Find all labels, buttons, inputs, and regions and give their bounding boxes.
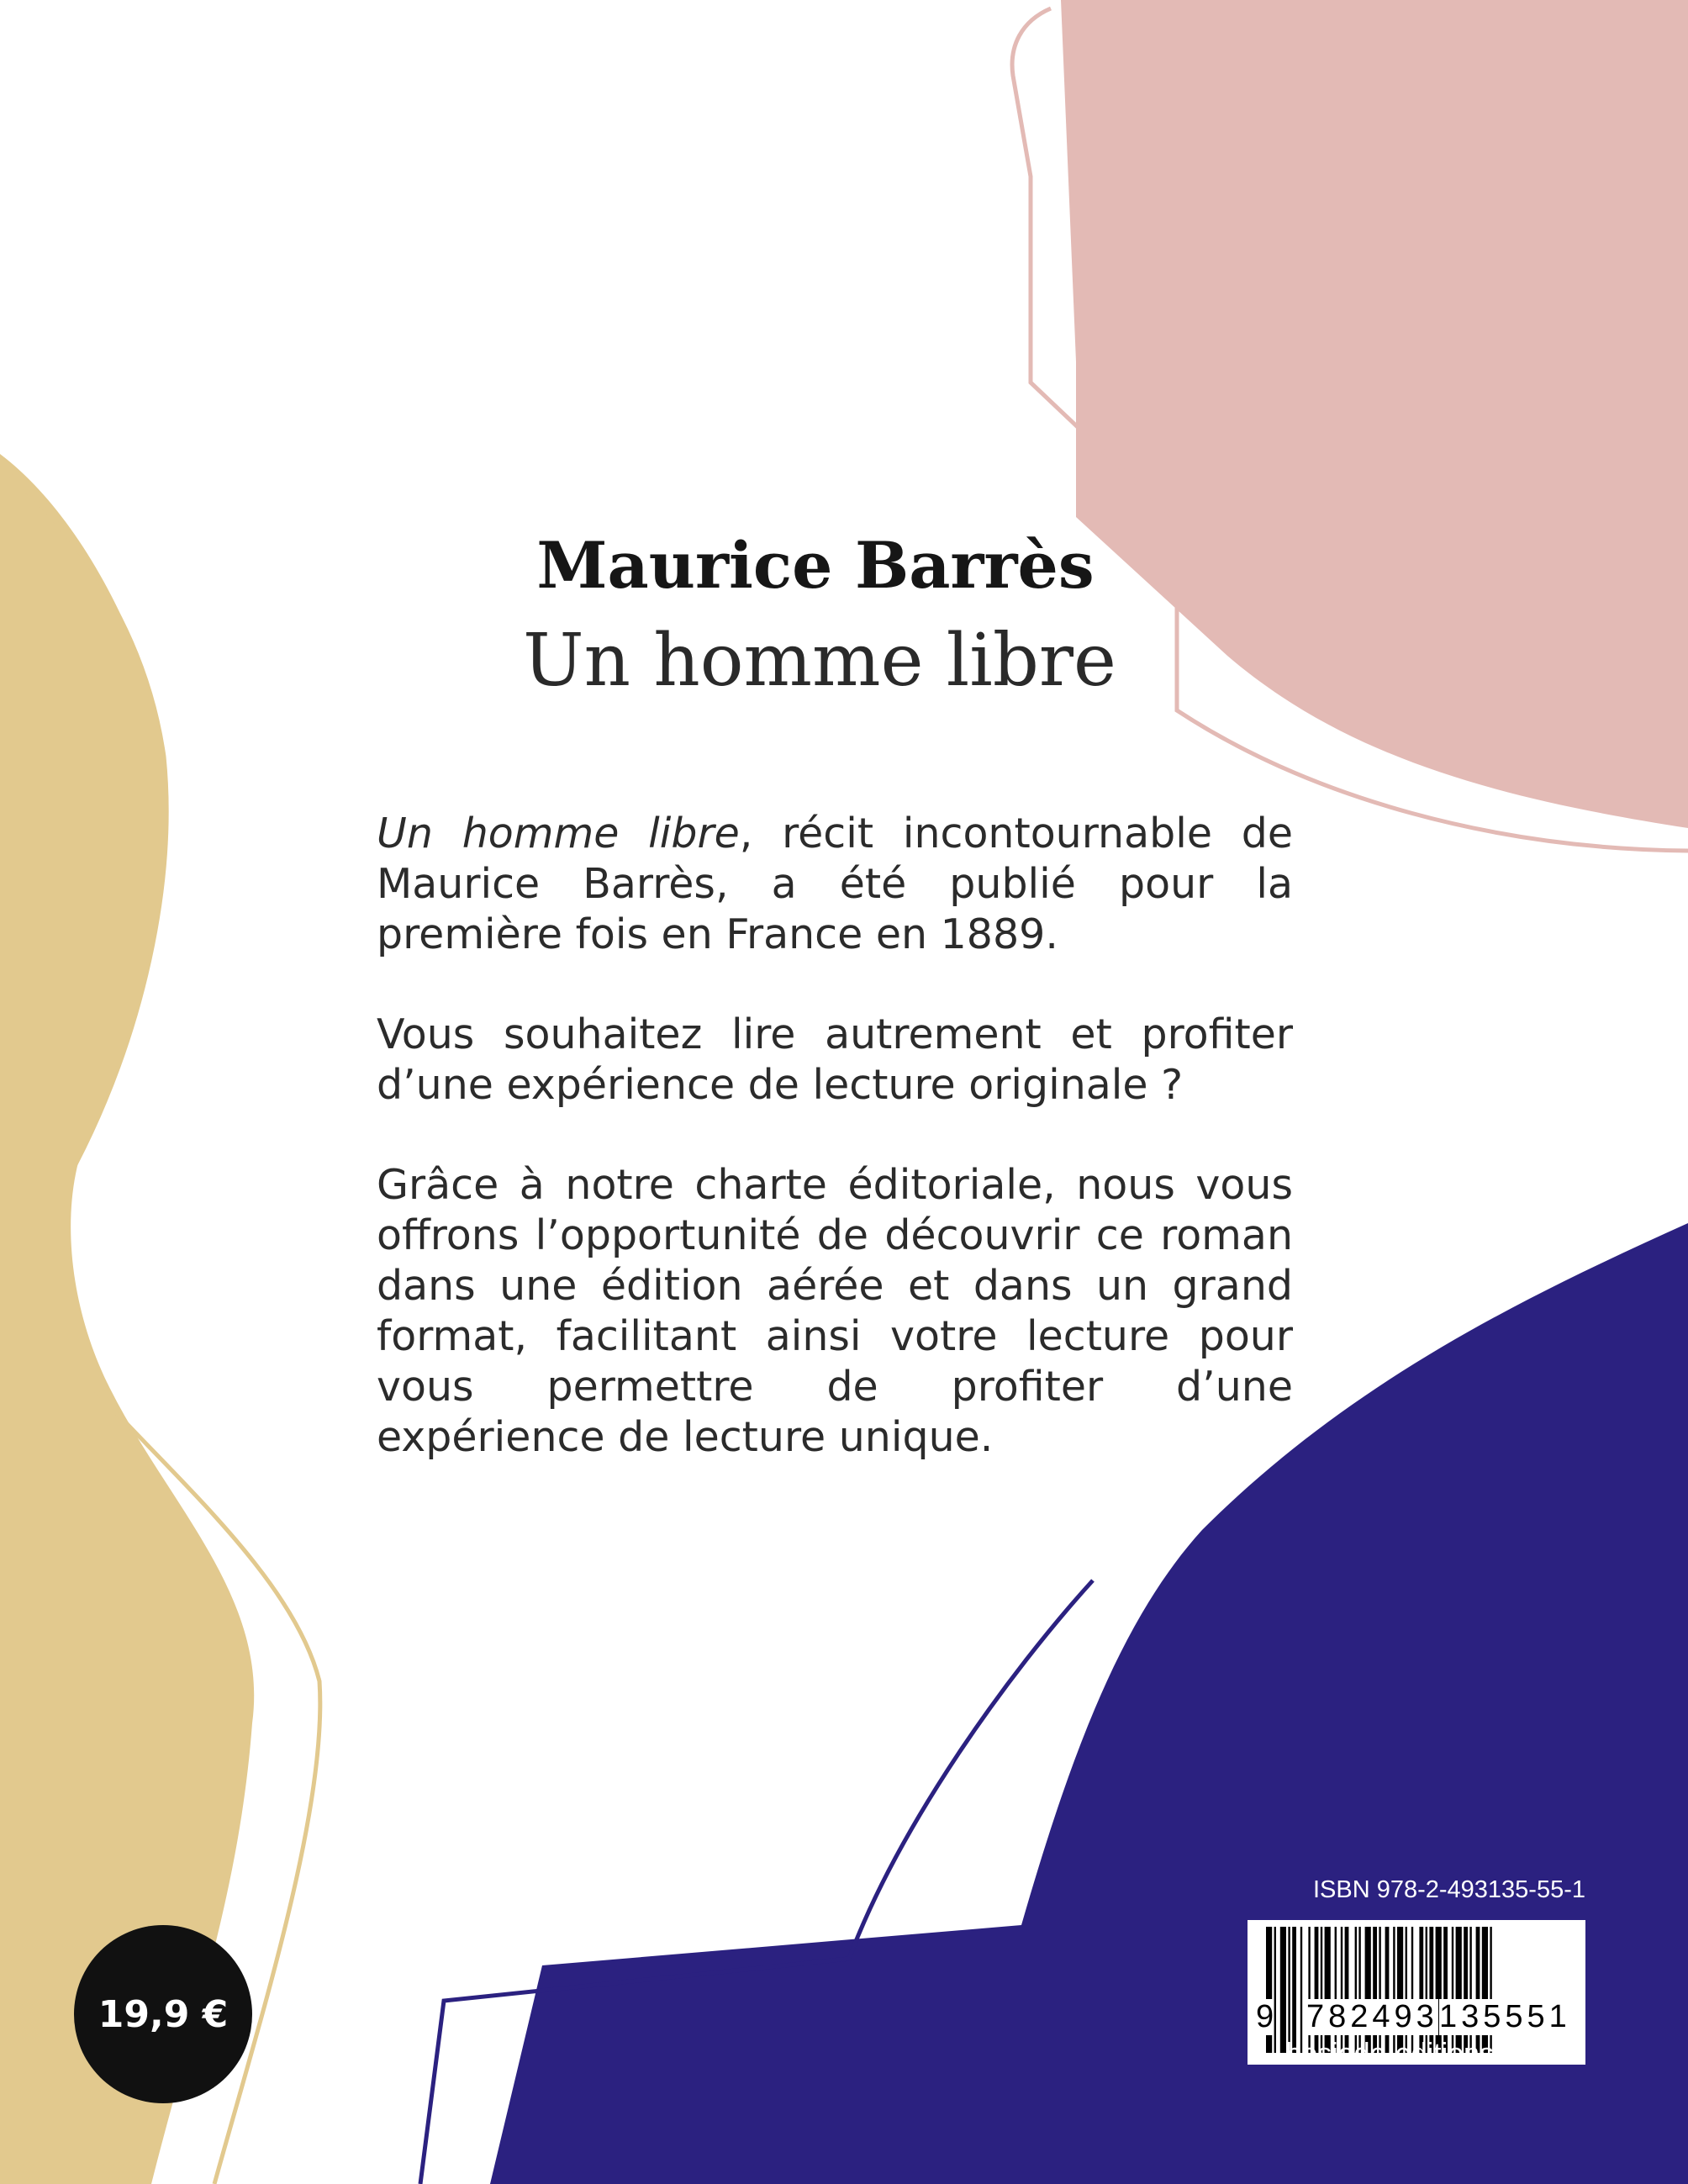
blurb-paragraph-2: Vous souhaitez lire autrement et profiter d’une expérience de lecture originale ? <box>377 1010 1293 1109</box>
blurb-paragraph-1-text: , récit incontournable de Maurice Barrès, a été publié pour la première fois en France en 1889. <box>377 810 1293 958</box>
publisher-website: hesiode-editions.com <box>1285 2038 1556 2070</box>
barcode-digits <box>1248 1999 1585 2036</box>
book-title: Un homme libre <box>523 619 1116 703</box>
isbn-label: ISBN 978-2-493135-55-1 <box>1312 1876 1586 1903</box>
pink-blob <box>1061 0 1688 828</box>
author-name: Maurice Barrès <box>536 528 1095 603</box>
blurb-paragraph-1 <box>377 809 1293 960</box>
blurb <box>377 809 1293 1512</box>
blurb-title-italic: Un homme libre <box>377 810 740 857</box>
price-badge <box>74 1925 252 2103</box>
price-label: 19,9 € <box>98 1992 229 2036</box>
barcode-first-digit: 9 <box>1256 1999 1274 2034</box>
blurb-paragraph-3: Grâce à notre charte éditoriale, nous vous offrons l’opportunité de découvrir ce roman dans une édition aérée et dans un grand format, facilitant ainsi votre lecture pour vous permettre de profiter d’une expérience de lecture unique. <box>377 1161 1293 1461</box>
barcode-group-2: 135551 <box>1439 1999 1571 2034</box>
gold-blob <box>0 454 254 2184</box>
barcode-group-1: 782493 <box>1306 1999 1438 2034</box>
